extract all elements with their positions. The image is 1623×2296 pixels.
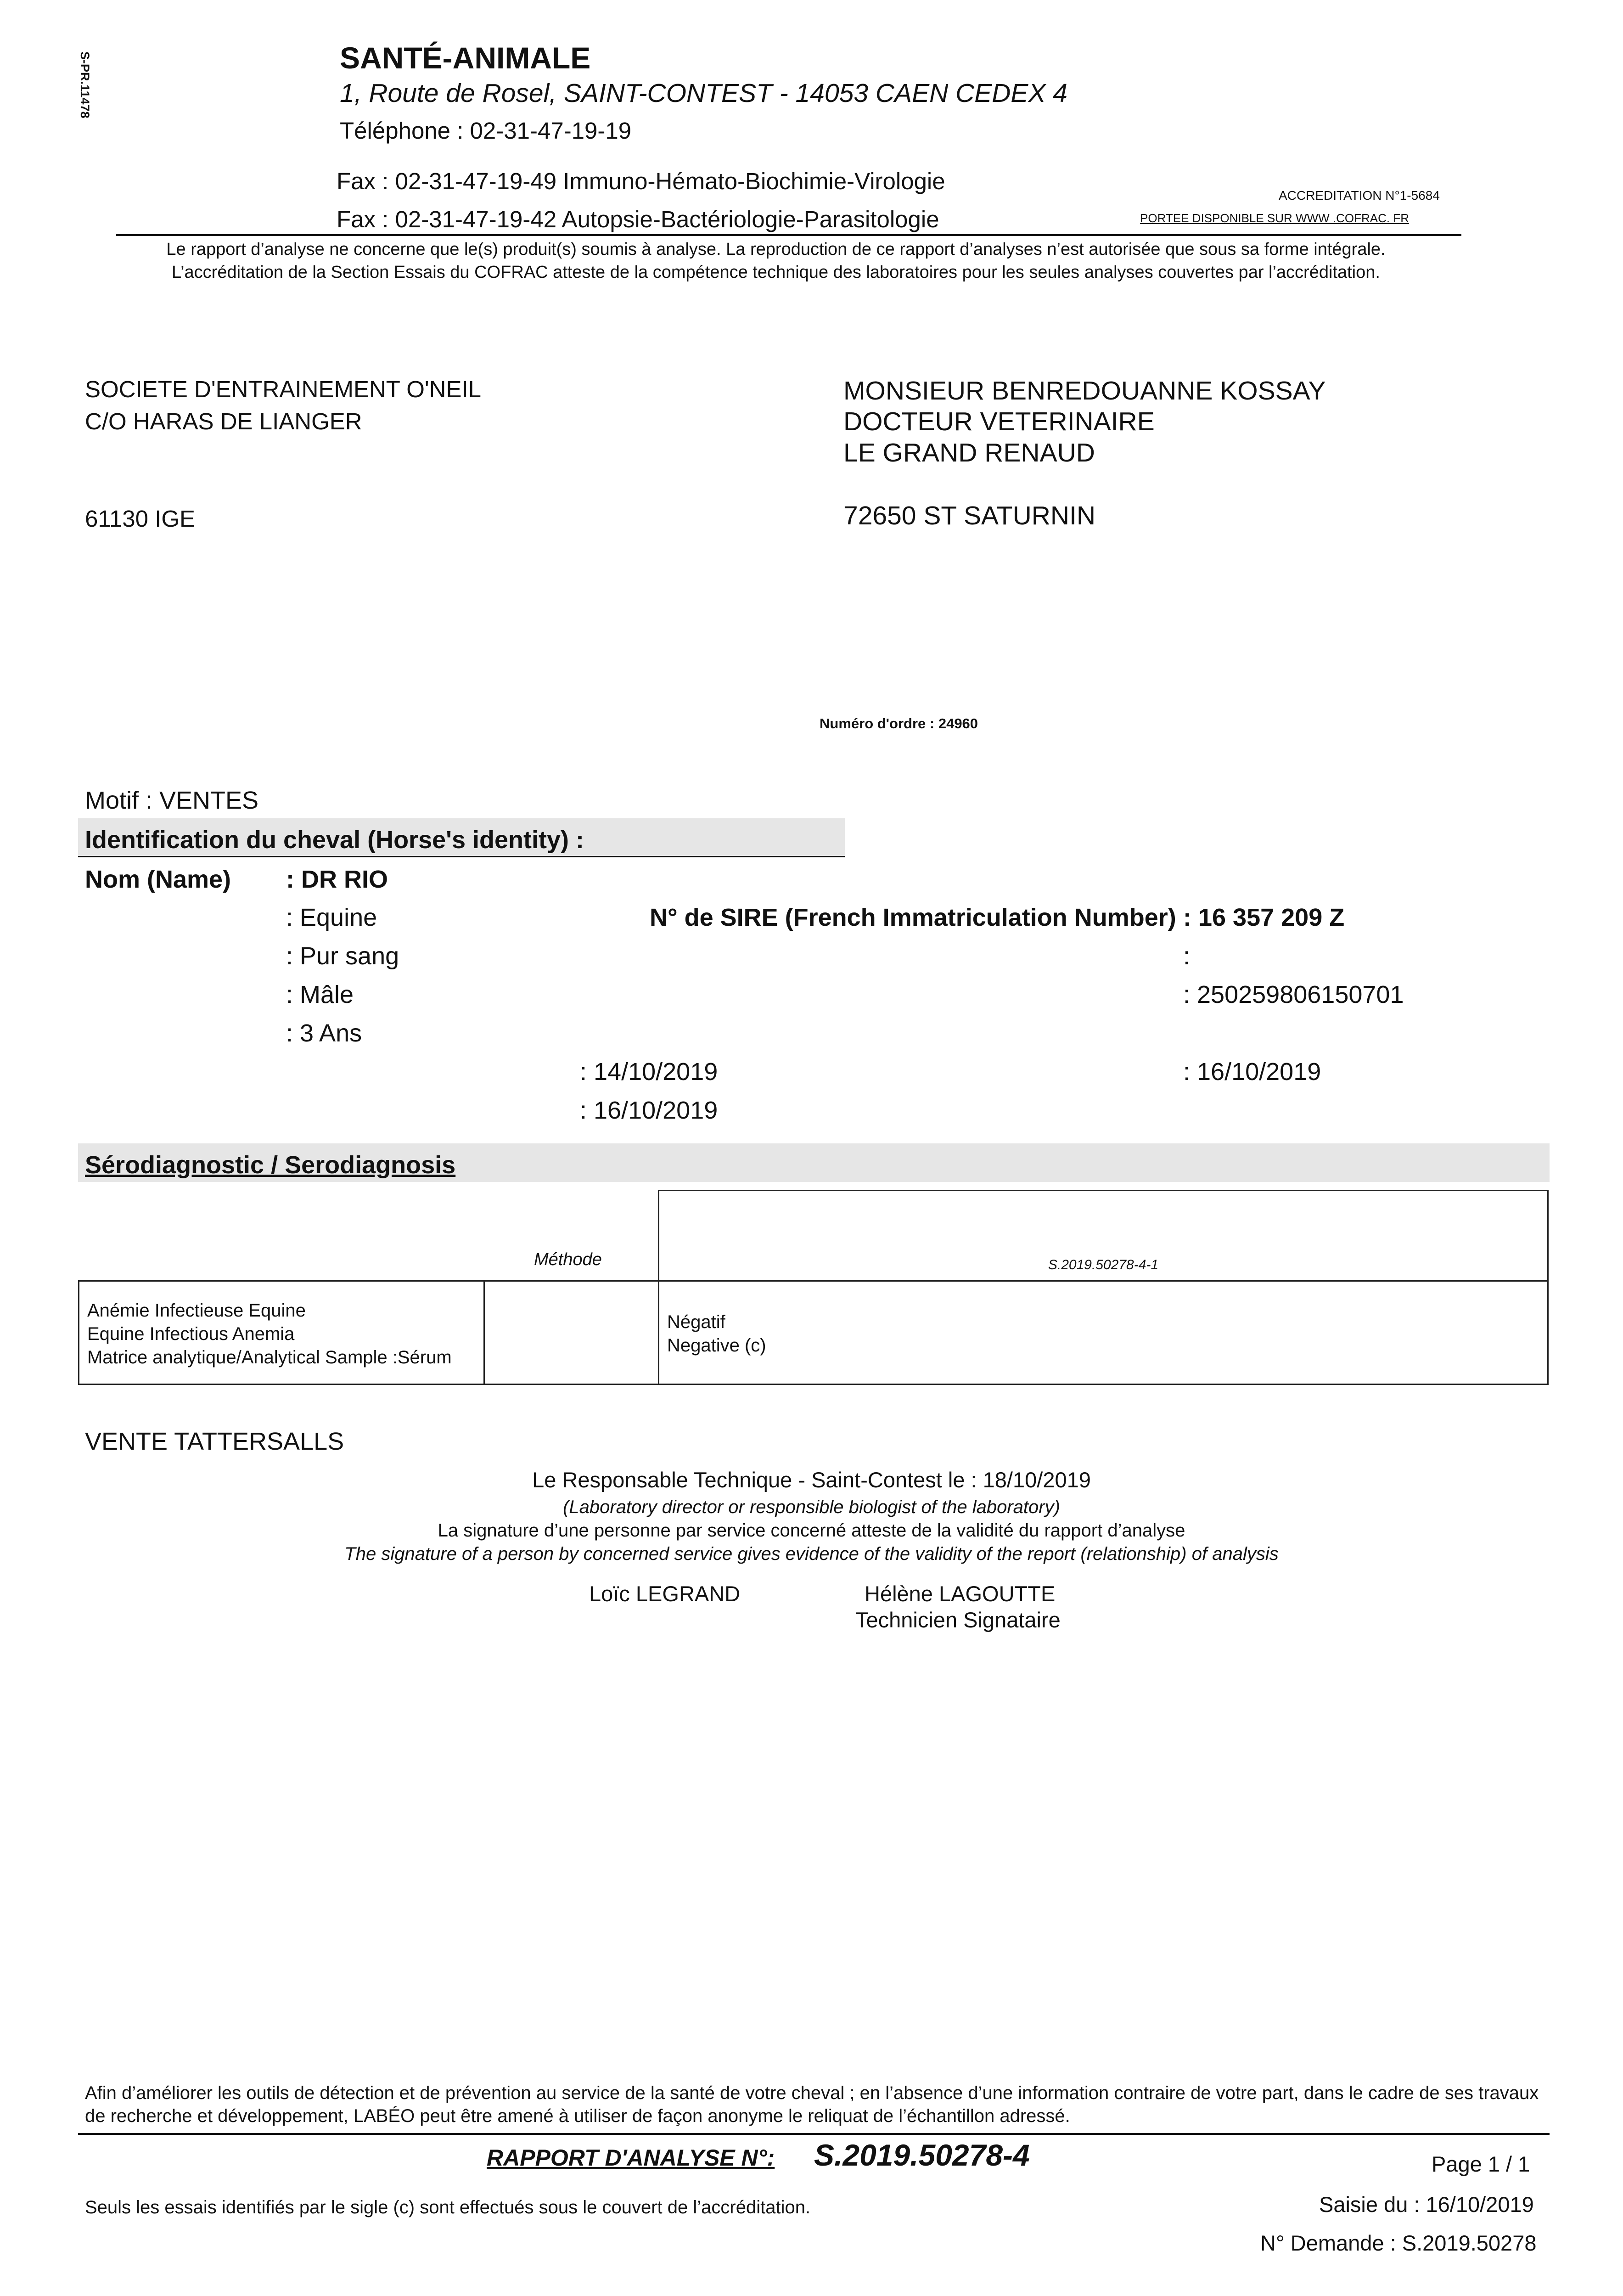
test-name-fr: Anémie Infectieuse Equine (87, 1300, 306, 1321)
vente-note: VENTE TATTERSALLS (85, 1428, 344, 1455)
recipient-left-line-2: C/O HARAS DE LIANGER (85, 408, 362, 434)
sample-id: S.2019.50278-4-1 (1048, 1257, 1159, 1272)
method-header: Méthode (534, 1250, 602, 1269)
report-number: S.2019.50278-4 (814, 2138, 1030, 2172)
fax-line-1: Fax : 02-31-47-19-49 Immuno-Hémato-Biochimie-Virologie (337, 168, 945, 194)
method-cell (483, 1280, 659, 1385)
test-name-en: Equine Infectious Anemia (87, 1324, 295, 1344)
recipient-right-line-1: MONSIEUR BENREDOUANNE KOSSAY (843, 376, 1326, 405)
lab-telephone: Téléphone : 02-31-47-19-19 (340, 118, 632, 144)
recipient-left-line-1: SOCIETE D'ENTRAINEMENT O'NEIL (85, 376, 481, 402)
disclaimer-line-1: Le rapport d’analyse ne concerne que le(s) produit(s) soumis à analyse. La reproduction de ce rapport d’analyses n’est autorisée que sous sa forme intégrale. (166, 240, 1386, 259)
responsible-technician: Le Responsable Technique - Saint-Contest le : 18/10/2019 (532, 1468, 1091, 1492)
signatory-1: Loïc LEGRAND (589, 1581, 741, 1606)
name-value: : DR RIO (286, 866, 388, 893)
header-divider (116, 234, 1461, 236)
accreditation-link[interactable]: PORTEE DISPONIBLE SUR WWW .COFRAC. FR (1140, 211, 1410, 225)
motif: Motif : VENTES (85, 787, 259, 814)
fax-line-2: Fax : 02-31-47-19-42 Autopsie-Bactériologie-Parasitologie (337, 206, 939, 232)
document-code: S-PR.11478 (78, 51, 92, 118)
date-value-2: : 16/10/2019 (1183, 1058, 1321, 1086)
signatory-2-title: Technicien Signataire (855, 1608, 1061, 1632)
signature-note-fr: La signature d’une personne par service concerné atteste de la validité du rapport d’analyse (438, 1520, 1185, 1541)
recipient-right-line-3: LE GRAND RENAUD (843, 438, 1095, 467)
footer-note: Afin d’améliorer les outils de détection et de prévention au service de la santé de votre cheval ; en l’absence d’une information contraire de votre part, dans le cadre de ses travaux de recherche et développement, LABÉO peut être amené à utiliser de façon anonyme le reliquat de l’échantillon adressé. (85, 2083, 1539, 2126)
sire-label: N° de SIRE (French Immatriculation Number) (650, 904, 1176, 931)
footer-divider (78, 2133, 1550, 2135)
name-label: Nom (Name) (85, 866, 231, 893)
order-number: Numéro d'ordre : 24960 (820, 715, 978, 732)
signatory-2: Hélène LAGOUTTE (865, 1581, 1056, 1606)
result-fr: Négatif (667, 1312, 725, 1332)
breed-value: : Pur sang (286, 942, 399, 970)
page-number: Page 1 / 1 (1432, 2152, 1530, 2176)
recipient-right-line-2: DOCTEUR VETERINAIRE (843, 407, 1155, 436)
entry-date: Saisie du : 16/10/2019 (1319, 2192, 1534, 2217)
identity-underline (78, 856, 845, 857)
accreditation-footer-note: Seuls les essais identifiés par le sigle (c) sont effectués sous le couvert de l’accréditation. (85, 2197, 811, 2217)
sire-value: : 16 357 209 Z (1183, 904, 1345, 931)
director-note: (Laboratory director or responsible biologist of the laboratory) (563, 1497, 1060, 1517)
species-value: : Equine (286, 904, 377, 931)
empty-field-value: : (1183, 942, 1191, 970)
result-en: Negative (c) (667, 1335, 766, 1356)
date-value-3: : 16/10/2019 (580, 1097, 718, 1124)
chip-value: : 250259806150701 (1183, 981, 1404, 1008)
recipient-right-line-4: 72650 ST SATURNIN (843, 501, 1096, 530)
age-value: : 3 Ans (286, 1019, 362, 1047)
date-value-1: : 14/10/2019 (580, 1058, 718, 1086)
disclaimer-line-2: L’accréditation de la Section Essais du COFRAC atteste de la compétence technique des laboratoires pour les seules analyses couvertes par l’accréditation. (172, 263, 1380, 282)
identity-title: Identification du cheval (Horse's identity) : (85, 826, 584, 854)
request-number: N° Demande : S.2019.50278 (1260, 2231, 1537, 2255)
sex-value: : Mâle (286, 981, 354, 1008)
signature-note-en: The signature of a person by concerned service gives evidence of the validity of the report (relationship) of analysis (344, 1544, 1279, 1564)
serology-title: Sérodiagnostic / Serodiagnosis (85, 1151, 456, 1179)
lab-address: 1, Route de Rosel, SAINT-CONTEST - 14053 CAEN CEDEX 4 (340, 79, 1068, 108)
result-cell (658, 1280, 1549, 1385)
report-label: RAPPORT D'ANALYSE N°: (487, 2145, 775, 2171)
recipient-left-line-3: 61130 IGE (85, 506, 196, 532)
lab-name: SANTÉ-ANIMALE (340, 41, 591, 75)
accreditation-number: ACCREDITATION N°1-5684 (1279, 188, 1440, 203)
test-sample-matrix: Matrice analytique/Analytical Sample :Sérum (87, 1347, 452, 1367)
